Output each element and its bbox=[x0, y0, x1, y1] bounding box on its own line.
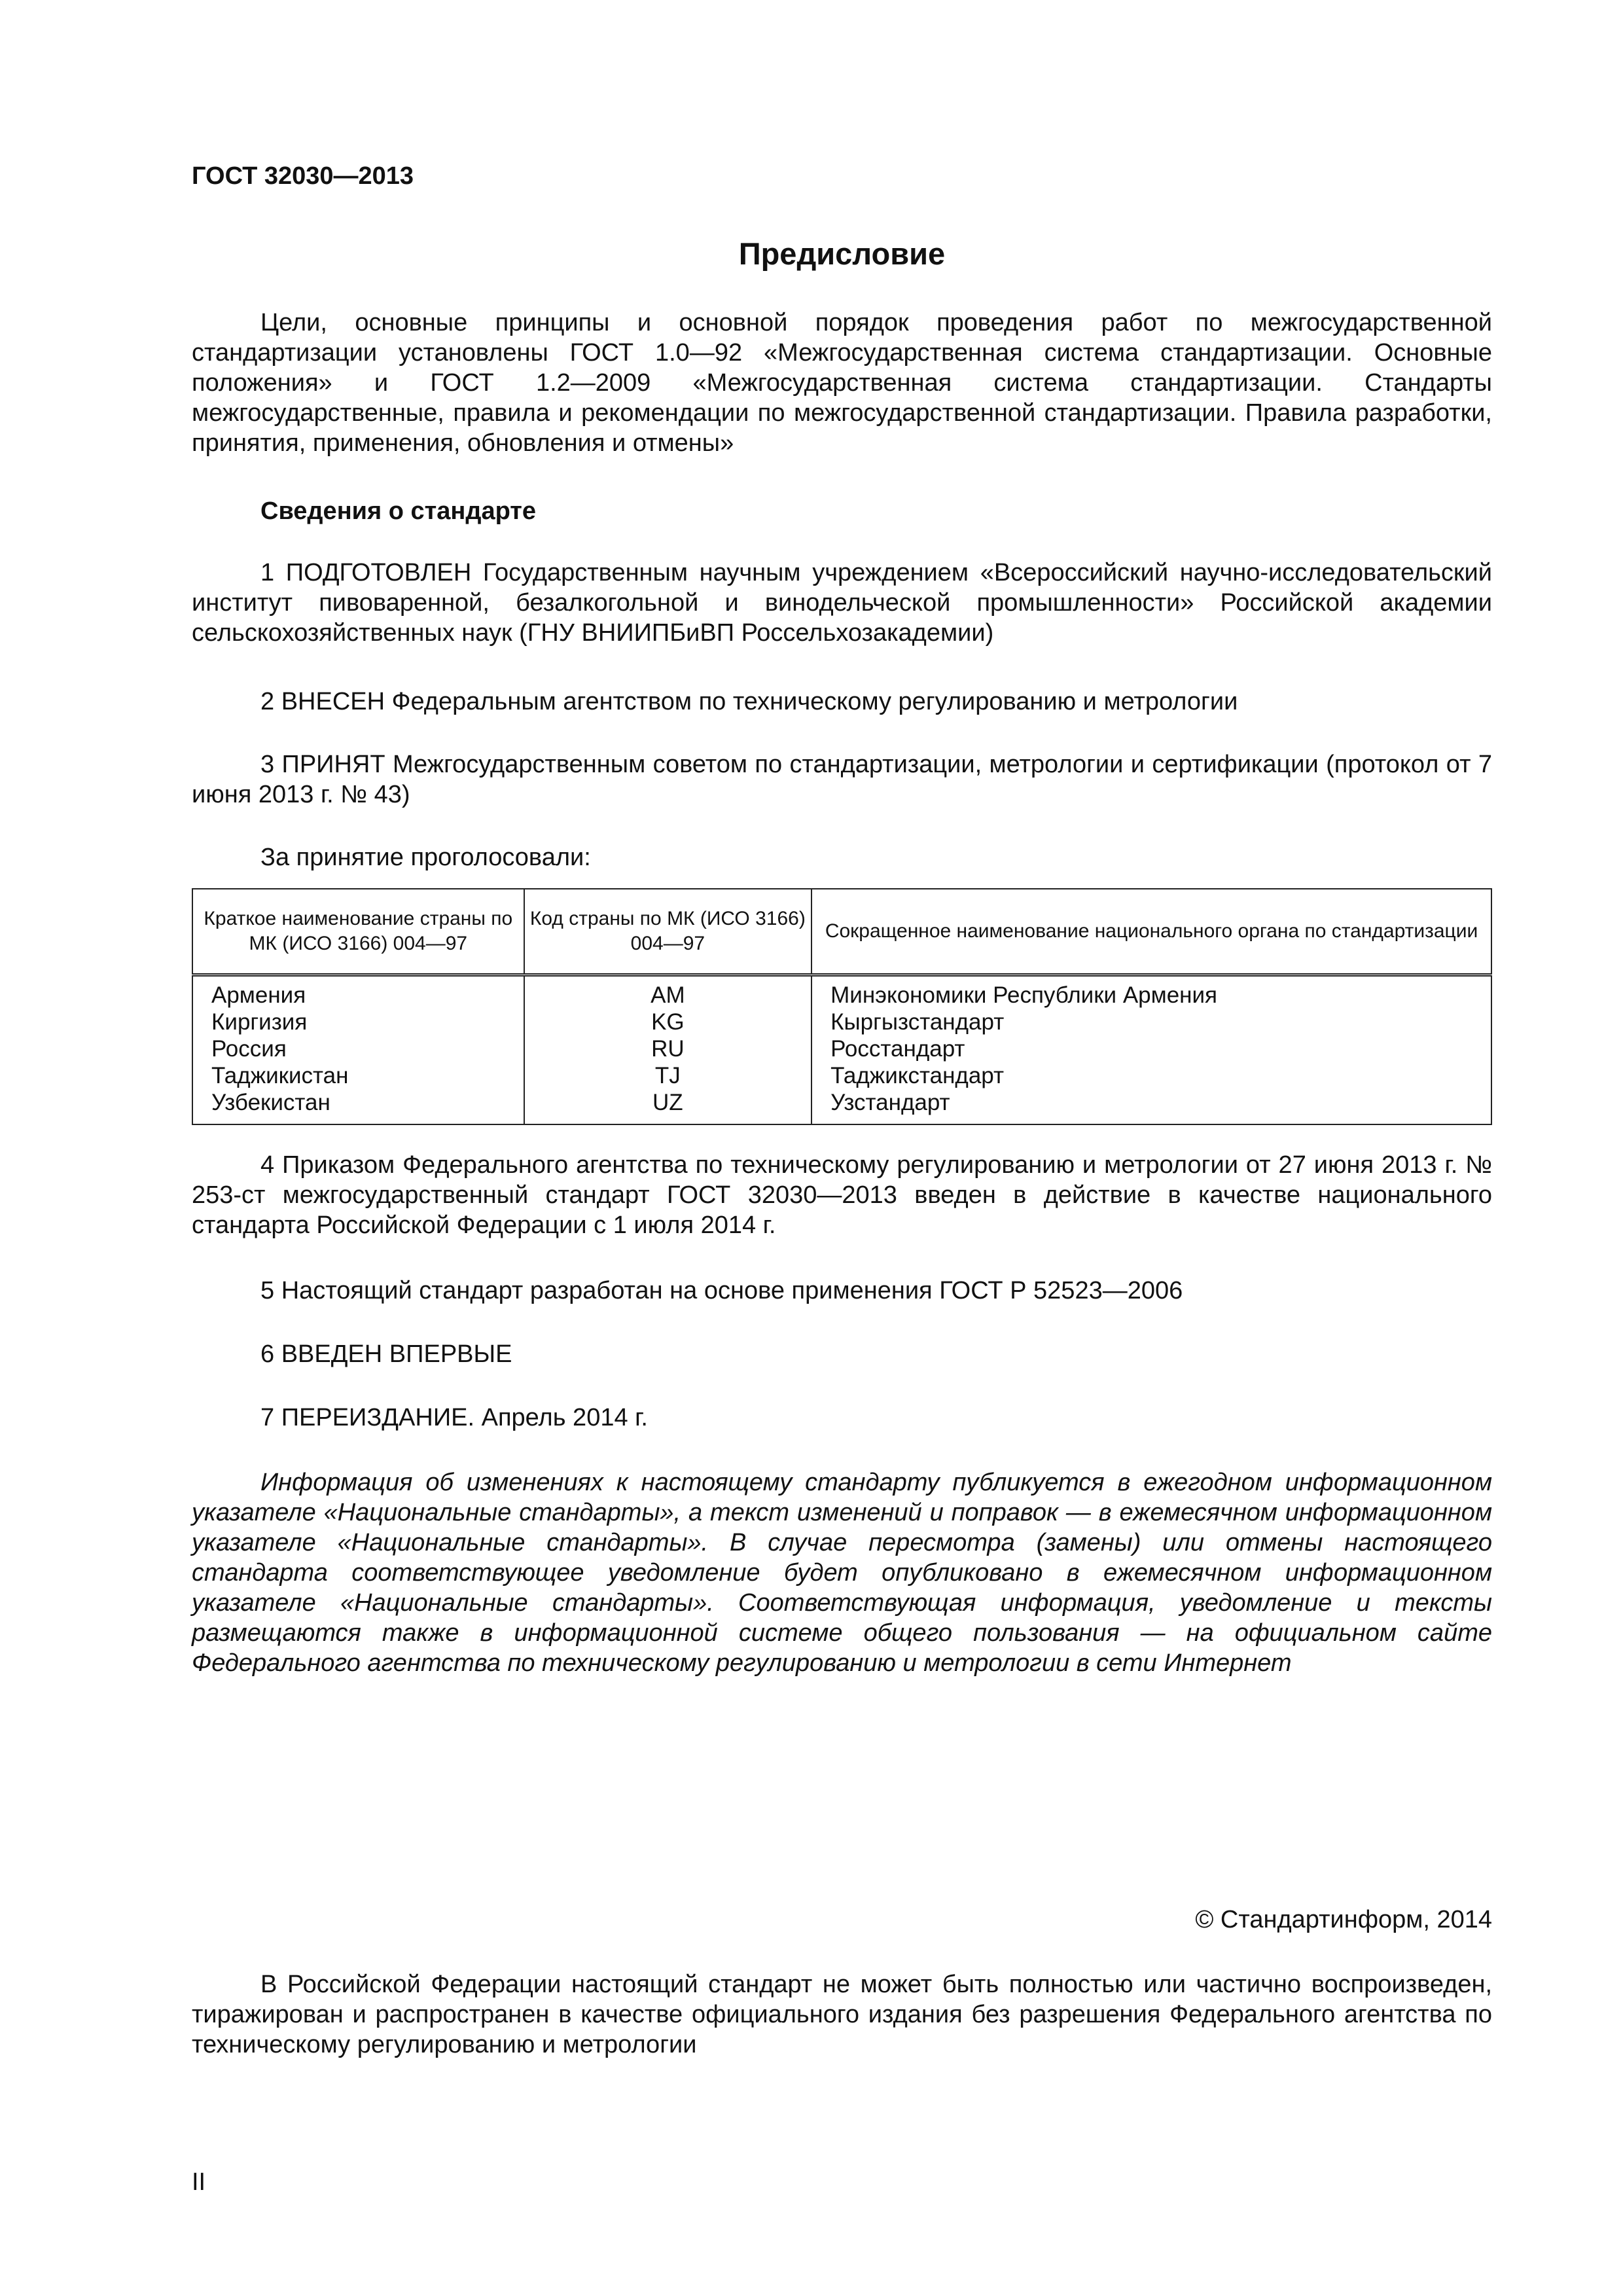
reproduction-notice: В Российской Федерации настоящий стандарт не может быть полностью или частично воспроизведен, тиражирован и распространен в качестве официального издания без разрешения Федерального агентства по техническому регулированию и метрологии bbox=[192, 1971, 1492, 2058]
standards-body-column bbox=[812, 975, 1491, 1125]
header-country: Краткое наименование страны по МК (ИСО 3166) 004—97 bbox=[192, 889, 524, 975]
voted-label: За принятие проголосовали: bbox=[260, 844, 591, 871]
code-column bbox=[524, 975, 812, 1125]
intro-paragraph: Цели, основные принципы и основной порядок проведения работ по межгосударственной стандартизации установлены ГОСТ 1.0—92 «Межгосударственная система стандартизации. Основные положения» и ГОСТ 1.2—2009 «Межгосударственная система стандартизации. Стандарты межгосударственные, правила и рекомендации по межгосударственной стандартизации. Правила разработки, принятия, применения, обновления и отмены» bbox=[192, 309, 1492, 457]
country-code: UZ bbox=[652, 1090, 683, 1115]
item-reissue: 7 ПЕРЕИЗДАНИЕ. Апрель 2014 г. bbox=[260, 1404, 648, 1431]
page-number: II bbox=[192, 2168, 206, 2196]
header-standards-body: Сокращенное наименование национального органа по стандартизации bbox=[812, 889, 1491, 975]
item-basis: 5 Настоящий стандарт разработан на основе применения ГОСТ Р 52523—2006 bbox=[260, 1277, 1183, 1304]
country-name: Киргизия bbox=[211, 1009, 308, 1035]
table-body-row bbox=[192, 975, 1491, 1125]
country-code: RU bbox=[651, 1036, 685, 1062]
country-code: KG bbox=[651, 1009, 685, 1035]
item-introduced: 2 ВНЕСЕН Федеральным агентством по техническому регулированию и метрологии bbox=[260, 688, 1238, 715]
table-header-row bbox=[192, 889, 1491, 975]
page-title: Предисловие bbox=[738, 236, 946, 271]
standards-body-name: Узстандарт bbox=[830, 1090, 950, 1115]
standard-code-header: ГОСТ 32030—2013 bbox=[192, 162, 414, 190]
standards-body-name: Кыргызстандарт bbox=[830, 1009, 1005, 1035]
standards-body-name: Минэкономики Республики Армения bbox=[830, 982, 1217, 1008]
member-states-table bbox=[192, 888, 1492, 1125]
item-order: 4 Приказом Федерального агентства по техническому регулированию и метрологии от 27 июня 2013 г. № 253-ст межгосударственный стандарт ГОСТ 32030—2013 введен в действие в качестве национального стандарта Российской Федерации с 1 июля 2014 г. bbox=[192, 1151, 1492, 1239]
standards-body-name: Росстандарт bbox=[830, 1036, 965, 1062]
country-name: Армения bbox=[211, 982, 306, 1008]
country-name: Россия bbox=[211, 1036, 287, 1062]
country-code: AM bbox=[651, 982, 685, 1008]
changes-notice: Информация об изменениях к настоящему стандарту публикуется в ежегодном информационном указателе «Национальные стандарты», а текст изменений и поправок — в ежемесячном информационном указателе «Национальные стандарты». В случае пересмотра (замены) или отмены настоящего стандарта соответствующее уведомление будет опубликовано в ежемесячном информационном указателе «Национальные стандарты». Соответствующая информация, уведомление и тексты размещаются также в информационной системе общего пользования — на официальном сайте Федерального агентства по техническому регулированию и метрологии в сети Интернет bbox=[192, 1469, 1492, 1677]
country-code: TJ bbox=[654, 1063, 681, 1088]
item-adopted: 3 ПРИНЯТ Межгосударственным советом по стандартизации, метрологии и сертификации (протокол от 7 июня 2013 г. № 43) bbox=[192, 751, 1492, 808]
header-code: Код страны по МК (ИСО 3166) 004—97 bbox=[524, 889, 812, 975]
item-first-introduced: 6 ВВЕДЕН ВПЕРВЫЕ bbox=[260, 1340, 512, 1368]
standards-body-name: Таджикстандарт bbox=[830, 1063, 1005, 1088]
standard-info-heading: Сведения о стандарте bbox=[260, 497, 537, 525]
country-name: Таджикистан bbox=[211, 1063, 349, 1088]
country-name: Узбекистан bbox=[211, 1090, 330, 1115]
country-column bbox=[192, 975, 524, 1125]
item-prepared: 1 ПОДГОТОВЛЕН Государственным научным учреждением «Всероссийский научно-исследовательский институт пивоваренной, безалкогольной и винодельческой промышленности» Российской академии сельскохозяйственных наук (ГНУ ВНИИПБиВП Россельхозакадемии) bbox=[192, 559, 1492, 647]
copyright-line: © Стандартинформ, 2014 bbox=[1195, 1906, 1492, 1933]
